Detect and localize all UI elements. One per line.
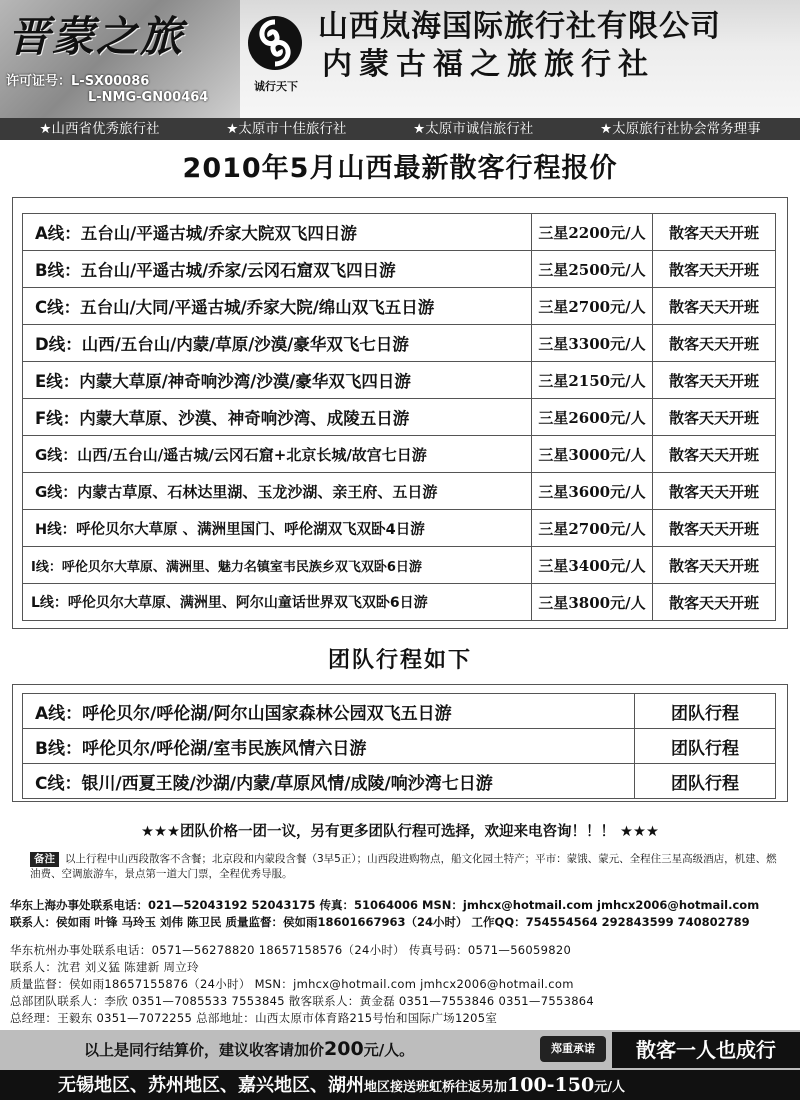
tour-route: G线：山西/五台山/遥古城/云冈石窟+北京长城/故宫七日游	[23, 436, 532, 473]
logo-slogan: 诚行天下	[254, 80, 298, 93]
regions-bar	[0, 1070, 800, 1100]
company-name-2: 内蒙古福之旅旅行社	[322, 47, 655, 82]
shanghai-staff-line: 联系人：侯如雨 叶锋 马玲玉 刘伟 陈卫民 质量监督：侯如雨18601667963（24小时） 工作QQ：754554564 292843599 740802789	[10, 915, 750, 929]
company-names	[318, 8, 721, 84]
group-type: 团队行程	[635, 764, 776, 799]
remark-tag: 备注	[30, 852, 59, 867]
tour-route: A线：五台山/平遥古城/乔家大院双飞四日游	[23, 214, 532, 251]
table-row	[23, 547, 776, 584]
group-route: B线：呼伦贝尔/呼伦湖/室韦民族风情六日游	[23, 729, 635, 764]
slogan-badge: 散客一人也成行	[612, 1032, 800, 1068]
tour-route: H线：呼伦贝尔大草原 、满洲里国门、呼伦湖双飞双卧4日游	[23, 510, 532, 547]
honor-item: ★山西省优秀旅行社	[39, 121, 160, 137]
table-row	[23, 729, 776, 764]
group-type: 团队行程	[635, 729, 776, 764]
tour-route: D线：山西/五台山/内蒙/草原/沙漠/豪华双飞七日游	[23, 325, 532, 362]
table-row	[23, 399, 776, 436]
tour-schedule: 散客天天开班	[653, 510, 776, 547]
group-tour-table	[22, 693, 776, 799]
table-row	[23, 288, 776, 325]
group-route: C线：银川/西夏王陵/沙湖/内蒙/草原风情/成陵/响沙湾七日游	[23, 764, 635, 799]
tour-schedule: 散客天天开班	[653, 547, 776, 584]
tour-price: 三星2150元/人	[532, 362, 653, 399]
hq-address-line: 总经理：王毅东 0351—7072255 总部地址：山西太原市体育路215号怡和国际广场1205室	[10, 1011, 498, 1025]
tour-price: 三星3300元/人	[532, 325, 653, 362]
tour-price: 三星3800元/人	[532, 584, 653, 621]
promise-badge: 郑重承诺	[540, 1036, 606, 1062]
table-row	[23, 214, 776, 251]
tour-route: C线：五台山/大同/平遥古城/乔家大院/绵山双飞五日游	[23, 288, 532, 325]
group-type: 团队行程	[635, 694, 776, 729]
license-2: L-NMG-GN00464	[88, 90, 209, 105]
settle-prefix: 以上是同行结算价，建议收客请加价	[84, 1041, 325, 1059]
tour-schedule: 散客天天开班	[653, 362, 776, 399]
honor-item: ★太原市诚信旅行社	[413, 121, 534, 137]
tour-price: 三星2700元/人	[532, 510, 653, 547]
tour-price: 三星2500元/人	[532, 251, 653, 288]
hq-contact-line: 总部团队联系人：李欣 0351—7085533 7553845 散客联系人：黄金磊 0351—7553846 0351—7553864	[10, 994, 595, 1008]
tour-route: F线：内蒙大草原、沙漠、神奇响沙湾、成陵五日游	[23, 399, 532, 436]
tour-route: L线：呼伦贝尔大草原、满洲里、阿尔山童话世界双飞双卧6日游	[23, 584, 532, 621]
table-row	[23, 510, 776, 547]
license-label: 许可证号：	[6, 74, 72, 89]
table-row	[23, 584, 776, 621]
settle-amount: 200	[324, 1038, 364, 1060]
tour-schedule: 散客天天开班	[653, 473, 776, 510]
tour-price: 三星2700元/人	[532, 288, 653, 325]
license-1: L-SX00086	[71, 74, 150, 89]
settlement-note	[84, 1038, 414, 1060]
tour-route: I线：呼伦贝尔大草原、满洲里、魅力名镇室韦民族乡双飞双卧6日游	[23, 547, 532, 584]
tour-route: E线：内蒙大草原/神奇响沙湾/沙漠/豪华双飞四日游	[23, 362, 532, 399]
honor-item: ★太原市十佳旅行社	[226, 121, 347, 137]
tour-schedule: 散客天天开班	[653, 399, 776, 436]
regions-unit: 元/人	[594, 1080, 625, 1095]
table-row	[23, 473, 776, 510]
table-row	[23, 251, 776, 288]
tour-schedule: 散客天天开班	[653, 584, 776, 621]
group-price-note: ★★★团队价格一团一议，另有更多团队行程可选择，欢迎来电咨询！！！ ★★★	[140, 824, 660, 840]
license-block	[6, 74, 208, 106]
tour-schedule: 散客天天开班	[653, 436, 776, 473]
group-route: A线：呼伦贝尔/呼伦湖/阿尔山国家森林公园双飞五日游	[23, 694, 635, 729]
tour-price: 三星2200元/人	[532, 214, 653, 251]
regions-list: 无锡地区、苏州地区、嘉兴地区、湖州	[58, 1075, 364, 1096]
tour-schedule: 散客天天开班	[653, 251, 776, 288]
hangzhou-staff-line: 联系人：沈君 刘义猛 陈建新 周立玲	[10, 960, 199, 974]
tour-price: 三星3000元/人	[532, 436, 653, 473]
honors-strip	[0, 118, 800, 140]
tour-price-table	[22, 213, 776, 621]
tour-price: 三星2600元/人	[532, 399, 653, 436]
remark-text: 以上行程中山西段散客不含餐；北京段和内蒙段含餐（3早5正）；山西段进购物点，船文化园土特产；平市：蒙饿、蒙元、全程住三星高级酒店，机建、燃油费、空调旅游车，景点第一道大门票，全程优秀导服。	[30, 853, 777, 880]
tour-route: B线：五台山/平遥古城/乔家/云冈石窟双飞四日游	[23, 251, 532, 288]
table-row	[23, 362, 776, 399]
tour-schedule: 散客天天开班	[653, 288, 776, 325]
company-logo-icon	[246, 14, 304, 72]
tour-route: G线：内蒙古草原、石林达里湖、玉龙沙湖、亲王府、五日游	[23, 473, 532, 510]
group-section-title: 团队行程如下	[327, 648, 472, 673]
regions-note: 地区接送班虹桥往返另加	[364, 1080, 508, 1095]
settle-suffix: 元/人。	[363, 1041, 415, 1059]
hangzhou-quality-line: 质量监督：侯如雨18657155876（24小时） MSN：jmhcx@hotmail.com jmhcx2006@hotmail.com	[10, 977, 574, 991]
hangzhou-contact-line: 华东杭州办事处联系电话：0571—56278820 18657158576（24小时） 传真号码：0571—56059820	[10, 943, 572, 957]
tour-price: 三星3400元/人	[532, 547, 653, 584]
tour-schedule: 散客天天开班	[653, 325, 776, 362]
table-row	[23, 764, 776, 799]
table-row	[23, 436, 776, 473]
company-name-1: 山西岚海国际旅行社有限公司	[318, 9, 721, 44]
tour-schedule: 散客天天开班	[653, 214, 776, 251]
brand-title: 晋蒙之旅	[8, 12, 185, 61]
honor-item: ★太原旅行社协会常务理事	[600, 121, 761, 137]
tour-price: 三星3600元/人	[532, 473, 653, 510]
table-row	[23, 694, 776, 729]
shanghai-contact-line: 华东上海办事处联系电话：021—52043192 52043175 传真：51064006 MSN：jmhcx@hotmail.com jmhcx2006@hotmail.com	[10, 898, 760, 912]
table-row	[23, 325, 776, 362]
remark-block	[30, 852, 780, 882]
regions-amount: 100-150	[507, 1074, 595, 1096]
header-banner	[0, 0, 800, 119]
page-title: 2010年5月山西最新散客行程报价	[182, 153, 618, 184]
